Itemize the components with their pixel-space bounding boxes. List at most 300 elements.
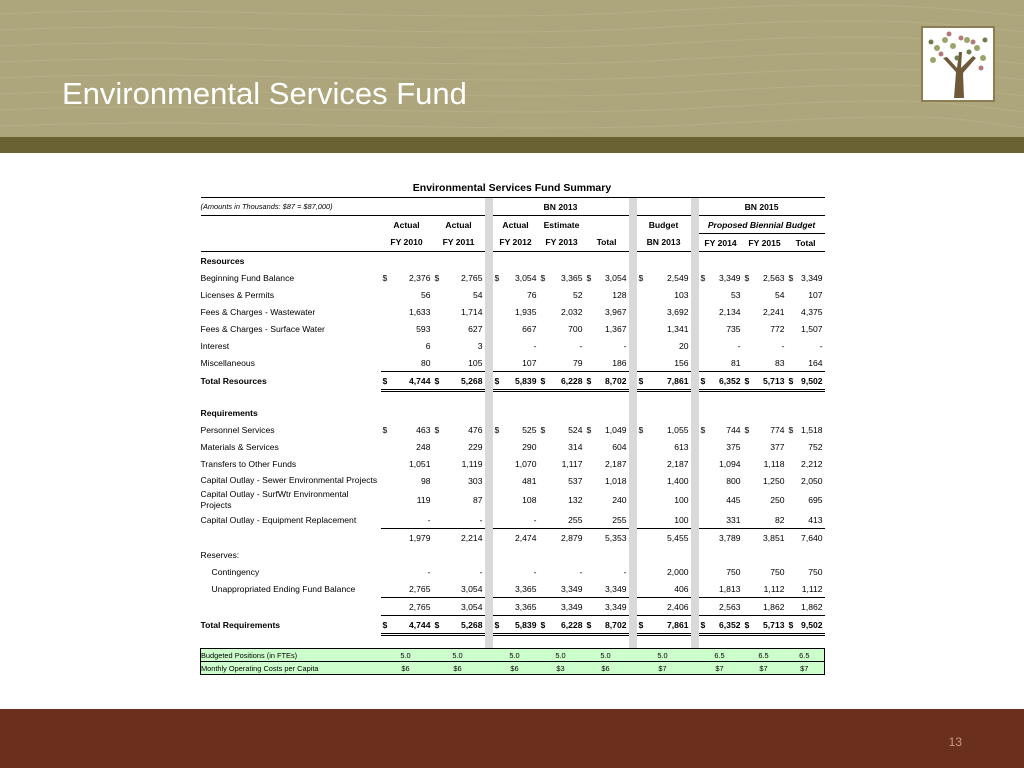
cell-value [637,511,691,529]
value-text: 186 [612,357,627,368]
header-row-2 [201,234,825,252]
value-text: - [427,514,431,525]
value-text: 2,549 [667,272,689,283]
cell-value [699,354,743,372]
column-separator [485,662,493,675]
cell-value [539,337,585,354]
cell-value [493,269,539,286]
row-label: Fees & Charges - Surface Water [200,323,325,334]
cell-value [539,286,585,303]
value-text: 2,212 [801,458,823,469]
col-head: BN 2013 [637,234,691,252]
table-row [201,438,825,455]
cell-value [585,616,629,635]
column-separator [485,320,493,337]
dollar-sign: $ [788,272,794,283]
section-requirements: Requirements [200,407,258,418]
dollar-sign: $ [494,619,500,630]
cell-value [539,372,585,391]
value-text: 248 [416,441,431,452]
cell-value [743,616,787,635]
dollar-sign: $ [540,375,546,386]
col-head: FY 2012 [493,234,539,252]
column-separator [629,303,637,320]
dollar-sign: $ [494,375,500,386]
cell-value [539,472,585,489]
row-label: Monthly Operating Costs per Capita [201,662,381,675]
value-text: 613 [674,441,689,452]
fund-summary-table [200,182,824,675]
cell-value [493,649,539,662]
dollar-sign: $ [744,375,750,386]
cell-value [637,320,691,337]
value-text: 7,861 [667,619,689,630]
cell-value [493,580,539,598]
cell-value [743,455,787,472]
dollar-sign: $ [788,619,794,630]
cell-value [699,649,743,662]
cell-value [433,286,485,303]
row-label: Total Resources [200,376,267,386]
table-row [201,286,825,303]
dollar-sign: $ [744,424,750,435]
value-text: $7 [658,663,667,673]
cell-value [585,269,629,286]
cell-value [787,563,825,580]
cell-value [637,662,691,675]
amounts-note: (Amounts in Thousands: $87 = $87,000) [201,198,381,216]
dollar-sign: $ [700,272,706,283]
value-text: 772 [770,323,785,334]
column-separator [691,286,699,303]
value-text: 2,187 [605,458,627,469]
value-text: 1,341 [667,323,689,334]
column-separator [691,337,699,354]
value-text: 1,367 [605,323,627,334]
cell-value [699,438,743,455]
value-text: 5,713 [763,619,785,630]
cell-value [699,320,743,337]
row-label: Capital Outlay - SurfWtr Environmental Projects [200,489,349,510]
value-text: 750 [726,566,741,577]
row-label: Unappropriated Ending Fund Balance [211,583,356,594]
value-text: 537 [568,475,583,486]
spacer-row [201,635,825,649]
value-text: 377 [770,441,785,452]
cell-value [787,662,825,675]
cell-value [787,580,825,598]
dollar-sign: $ [494,424,500,435]
value-text: 3,349 [801,272,823,283]
value-text: - [479,514,483,525]
row-label: Capital Outlay - Equipment Replacement [200,514,357,525]
col-head: Actual [381,216,433,234]
dollar-sign: $ [586,272,592,283]
table-row [201,421,825,438]
value-text: 6.5 [799,650,810,660]
cell-value [743,286,787,303]
cell-value [381,616,433,635]
value-text: $6 [601,663,610,673]
column-separator [691,455,699,472]
cell-value [699,598,743,616]
cell-value [433,472,485,489]
cell-value [539,421,585,438]
value-text: 6,228 [560,619,583,630]
row-label: Interest [200,340,230,351]
value-text: 1,250 [763,475,785,486]
value-text: 1,055 [667,424,689,435]
table-row [201,337,825,354]
value-text: 81 [730,357,741,368]
dollar-sign: $ [788,375,794,386]
cell-value [637,438,691,455]
value-text: 3,789 [719,532,741,543]
cell-value [637,529,691,547]
highlight-row [201,662,825,675]
page-number: 13 [948,735,962,749]
value-text: 5,268 [460,619,483,630]
cell-value [787,269,825,286]
cell-value [493,616,539,635]
value-text: 3,365 [514,601,537,612]
column-separator [629,489,637,511]
value-text: 6,352 [719,375,741,386]
cell-value [743,529,787,547]
column-separator [691,649,699,662]
section-row [201,546,825,563]
value-text: 445 [726,495,741,505]
value-text: 1,400 [667,475,689,486]
value-text: 4,375 [801,306,823,317]
dollar-sign: $ [540,619,546,630]
value-text: 752 [808,441,823,452]
value-text: $3 [556,663,565,673]
value-text: 5,713 [763,375,785,386]
value-text: 1,112 [801,583,823,594]
column-separator [629,511,637,529]
value-text: 156 [674,357,689,368]
value-text: 2,406 [667,601,689,612]
cell-value [493,455,539,472]
value-text: 103 [674,289,689,300]
column-separator [691,303,699,320]
dollar-sign: $ [540,424,546,435]
col-head: Total [585,234,629,252]
col-head: Estimate [539,216,585,234]
cell-value [699,303,743,320]
cell-value [539,649,585,662]
cell-value [585,649,629,662]
value-text: 6.5 [714,650,725,660]
row-label: Personnel Services [200,424,275,435]
column-separator [691,421,699,438]
value-text: 2,563 [763,272,785,283]
header-stripe [0,137,1024,153]
section-row [201,252,825,270]
col-head: Actual [493,216,539,234]
value-text: 6.5 [758,650,769,660]
cell-value [381,303,433,320]
cell-value [539,269,585,286]
value-text: 6 [425,340,431,351]
column-separator [691,489,699,511]
highlight-row [201,649,825,662]
value-text: 2,474 [514,532,537,543]
cell-value [699,421,743,438]
cell-value [493,472,539,489]
value-text: 20 [678,340,689,351]
group-bn2015: BN 2015 [699,198,825,216]
dollar-sign: $ [638,375,644,386]
value-text: 1,094 [719,458,741,469]
value-text: - [781,340,785,351]
cell-value [381,563,433,580]
column-separator [485,580,493,598]
table-row [201,303,825,320]
column-separator [691,269,699,286]
value-text: 76 [526,289,537,300]
value-text: 128 [612,289,627,300]
value-text: 82 [774,514,785,525]
cell-value [585,303,629,320]
summary-grid [200,197,825,675]
column-separator [691,320,699,337]
cell-value [787,337,825,354]
value-text: 695 [808,495,823,505]
column-separator [629,286,637,303]
value-text: - [533,340,537,351]
column-separator [629,269,637,286]
cell-value [585,337,629,354]
cell-value [381,662,433,675]
value-text: 3,692 [667,306,689,317]
value-text: 2,000 [667,566,689,577]
value-text: 604 [612,441,627,452]
cell-value [585,598,629,616]
value-text: 1,813 [719,583,741,594]
cell-value [637,372,691,391]
cell-value [637,580,691,598]
value-text: 700 [568,323,583,334]
value-text: 744 [726,424,741,435]
dollar-sign: $ [700,375,706,386]
table-row [201,455,825,472]
row-label: Fees & Charges - Wastewater [200,306,316,317]
value-text: 375 [726,441,741,452]
value-text: 2,187 [667,458,689,469]
cell-value [743,320,787,337]
table-row [201,563,825,580]
value-text: 2,765 [408,583,431,594]
value-text: 3,054 [514,272,537,283]
cell-value [381,489,433,511]
cell-value [433,269,485,286]
cell-value [493,598,539,616]
cell-value [699,455,743,472]
cell-value [637,563,691,580]
cell-value [493,421,539,438]
table-row [201,472,825,489]
value-text: $7 [800,663,809,673]
cell-value [539,438,585,455]
cell-value [585,372,629,391]
dollar-sign: $ [638,619,644,630]
cell-value [433,511,485,529]
cell-value [637,286,691,303]
cell-value [381,472,433,489]
value-text: 3,349 [605,583,627,594]
value-text: 2,050 [801,475,823,486]
cell-value [637,598,691,616]
cell-value [381,511,433,529]
cell-value [585,563,629,580]
cell-value [743,303,787,320]
table-title: Environmental Services Fund Summary [412,182,612,194]
cell-value [743,662,787,675]
col-head: FY 2015 [743,234,787,252]
value-text: 1,507 [801,323,823,334]
column-separator [629,421,637,438]
cell-value [787,320,825,337]
value-text: 3,851 [763,532,785,543]
value-text: 80 [420,357,431,368]
value-text: 593 [416,323,431,334]
value-text: 750 [808,566,823,577]
cell-value [699,580,743,598]
cell-value [433,649,485,662]
value-text: 255 [568,514,583,525]
value-text: - [623,566,627,577]
header-row-1 [201,216,825,234]
cell-value [381,354,433,372]
column-separator [629,616,637,635]
value-text: 5.0 [400,650,411,660]
dollar-sign: $ [382,424,388,435]
cell-value [433,580,485,598]
cell-value [699,511,743,529]
group-bn2013: BN 2013 [493,198,629,216]
column-separator [485,421,493,438]
value-text: 1,112 [763,583,785,594]
value-text: 413 [808,514,823,525]
cell-value [493,563,539,580]
cell-value [787,489,825,511]
value-text: 79 [572,357,583,368]
cell-value [743,580,787,598]
value-text: 800 [726,475,741,486]
cell-value [787,511,825,529]
value-text: 750 [770,566,785,577]
cell-value [493,529,539,547]
value-text: 1,714 [460,306,483,317]
cell-value [539,354,585,372]
row-label: Capital Outlay - Sewer Environmental Projects [200,475,378,485]
value-text: 56 [420,289,431,300]
cell-value [699,372,743,391]
cell-value [585,529,629,547]
value-text: 105 [468,357,483,368]
value-text: 2,879 [560,532,583,543]
col-head: Total [787,234,825,252]
column-separator [691,563,699,580]
value-text: 735 [726,323,741,334]
value-text: 83 [774,357,785,368]
cell-value [381,438,433,455]
value-text: 54 [472,289,483,300]
row-label: Miscellaneous [200,357,255,368]
cell-value [381,529,433,547]
cell-value [637,303,691,320]
cell-value [381,598,433,616]
value-text: 1,117 [561,458,583,469]
column-separator [629,598,637,616]
value-text: - [819,340,823,351]
cell-value [381,320,433,337]
value-text: 5.0 [452,650,463,660]
footer-band [0,709,1024,768]
value-text: 5,268 [460,375,483,386]
cell-value [743,438,787,455]
cell-value [585,438,629,455]
cell-value [539,455,585,472]
cell-value [787,598,825,616]
row-label: Contingency [211,566,260,577]
cell-value [787,286,825,303]
table-row [201,269,825,286]
cell-value [787,472,825,489]
value-text: 525 [522,424,537,435]
col-head: Budget [637,216,691,234]
cell-value [637,472,691,489]
cell-value [637,354,691,372]
total-row [201,372,825,391]
value-text: 774 [770,424,785,435]
dollar-sign: $ [540,272,546,283]
cell-value [585,489,629,511]
value-text: 98 [420,475,431,486]
cell-value [743,489,787,511]
value-text: 290 [522,441,537,452]
cell-value [585,320,629,337]
cell-value [585,354,629,372]
column-separator [691,598,699,616]
cell-value [539,598,585,616]
value-text: 3,349 [719,272,741,283]
value-text: 8,702 [605,375,627,386]
value-text: 2,563 [719,601,741,612]
cell-value [787,421,825,438]
cell-value [743,337,787,354]
value-text: 9,502 [801,375,823,386]
cell-value [787,649,825,662]
value-text: 476 [468,424,483,435]
value-text: 53 [730,289,741,300]
value-text: 3,349 [605,601,627,612]
value-text: 3,349 [560,601,583,612]
cell-value [539,489,585,511]
value-text: - [533,514,537,525]
note-row [201,198,825,216]
cell-value [637,616,691,635]
cell-value [699,472,743,489]
value-text: 2,376 [408,272,431,283]
value-text: - [579,566,583,577]
value-text: 100 [674,495,689,505]
row-label: Total Requirements [200,620,281,630]
column-separator [485,563,493,580]
value-text: - [579,340,583,351]
